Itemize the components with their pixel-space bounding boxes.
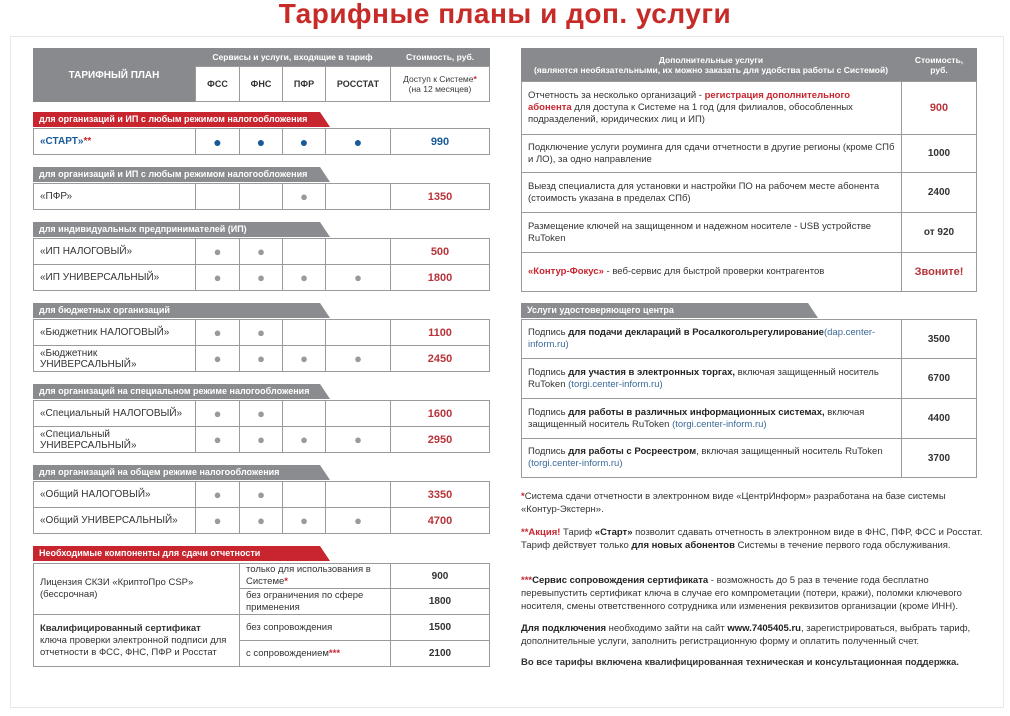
- extra-service-cell: [521, 81, 902, 135]
- license-option-2: [239, 588, 391, 615]
- service-cell: [195, 183, 240, 210]
- section-label: для организаций на специальном режиме налогообложения: [33, 384, 320, 399]
- ca-service-price: 3500: [901, 319, 977, 359]
- ca-service-text: для участия в электронных торгах,: [568, 366, 736, 378]
- note-3-star: ***: [521, 575, 533, 586]
- service-cell: [282, 264, 326, 291]
- plan-price: 2450: [390, 345, 490, 372]
- extra-header: [521, 48, 901, 82]
- service-cell: [195, 264, 240, 291]
- note-3-text: - возможность до 5 раз в течение года бесплатно перевыпустить сертификат ключа в случае его компрометации (потери, кражи), поломки ключевого носителя, смены ответственного сотрудника или изменения реквизитов организации (кроме ИНН).: [521, 575, 962, 612]
- plan-stars: **: [83, 136, 92, 147]
- plan-name-cell: [33, 319, 196, 346]
- service-cell: [195, 400, 240, 427]
- service-cell: [239, 183, 283, 210]
- cert-option-2-star: ***: [328, 647, 341, 659]
- service-cell: [195, 128, 240, 155]
- header-access: [390, 66, 490, 102]
- ca-service-text: Подпись: [528, 446, 569, 457]
- extra-service-text: - веб-сервис для быстрой проверки контрагентов: [603, 266, 825, 277]
- plan-name-cell: [33, 400, 196, 427]
- included-dot-icon: ●: [300, 270, 308, 285]
- header-col-rosstat: РОССТАТ: [325, 66, 391, 102]
- cert-option-1: [239, 614, 391, 641]
- plan-name: «ПФР»: [40, 191, 73, 202]
- plan-name: «СТАРТ»: [40, 136, 84, 147]
- license-option-1-star: *: [284, 576, 288, 587]
- plan-name: «Бюджетник НАЛОГОВЫЙ»: [40, 327, 170, 338]
- ca-service-cell: [521, 319, 902, 359]
- note-5: Во все тарифы включена квалифицированная техническая и консультационная поддержка.: [521, 657, 959, 668]
- service-cell: [282, 183, 326, 210]
- ca-service-cell: [521, 358, 902, 399]
- service-cell: [282, 507, 326, 534]
- service-cell: [239, 128, 283, 155]
- extra-header-cost: Стоимость, руб.: [914, 55, 964, 75]
- service-cell: [195, 426, 240, 453]
- plan-name: «Специальный НАЛОГОВЫЙ»: [40, 408, 183, 419]
- ca-service-cell: [521, 438, 902, 478]
- note-3: [521, 574, 986, 613]
- section-label: для индивидуальных предпринимателей (ИП): [33, 222, 320, 237]
- extra-service-price: 900: [901, 81, 977, 135]
- cert-option-2: [239, 640, 391, 667]
- plan-price: 1350: [390, 183, 490, 210]
- note-2-star: **: [521, 527, 529, 538]
- service-cell: [239, 264, 283, 291]
- service-cell: [195, 319, 240, 346]
- service-cell: [325, 264, 391, 291]
- section-label: для организаций и ИП с любым режимом налогообложения: [33, 167, 320, 182]
- cert-title: Квалифицированный сертификат: [40, 622, 201, 634]
- included-dot-icon: ●: [353, 133, 363, 150]
- included-dot-icon: ●: [300, 513, 308, 528]
- section-label: для бюджетных организаций: [33, 303, 320, 318]
- extra-service-text: Подключение услуги роуминга для сдачи отчетности в другие регионы (кроме СПб и ЛО), за одно направление: [528, 141, 895, 165]
- cert-option-1-text: без сопровождения: [246, 621, 333, 633]
- plan-name-cell: [33, 345, 196, 372]
- ca-service-text: включая защищенный носитель RuToken: [528, 406, 865, 430]
- service-cell: [325, 426, 391, 453]
- included-dot-icon: ●: [299, 133, 309, 150]
- license-option-1: [239, 563, 391, 589]
- plan-name-cell: [33, 128, 196, 155]
- ca-service-price: 3700: [901, 438, 977, 478]
- included-dot-icon: ●: [354, 270, 362, 285]
- included-dot-icon: ●: [213, 351, 222, 366]
- service-cell: [195, 238, 240, 265]
- included-dot-icon: ●: [257, 487, 265, 502]
- extra-service-text: Размещение ключей на защищенном и надежном носителе - USB устройстве RuToken: [528, 220, 872, 244]
- included-dot-icon: ●: [257, 513, 265, 528]
- note-4-bold: Для подключения: [521, 623, 607, 634]
- ca-service-text: Подпись: [528, 406, 569, 418]
- service-cell: [325, 481, 391, 508]
- service-cell: [195, 481, 240, 508]
- included-dot-icon: ●: [256, 133, 266, 150]
- header-access-label: Доступ к Системе: [403, 74, 474, 84]
- plan-price: 500: [390, 238, 490, 265]
- extra-service-text: регистрация дополнительного абонента: [528, 90, 851, 113]
- note-2-bold: для новых абонентов: [631, 540, 735, 551]
- note-4: [521, 622, 986, 648]
- plan-name: «Общий УНИВЕРСАЛЬНЫЙ»: [40, 515, 178, 526]
- ca-service-cell: [521, 398, 902, 439]
- extra-service-cell: [521, 212, 902, 253]
- license-text: Лицензия СКЗИ «КриптоПро CSP» (бессрочная): [40, 577, 194, 600]
- license-option-1-text: только для использования в Системе: [246, 564, 371, 587]
- extra-header-title: Дополнительные услуги: [658, 55, 764, 65]
- included-dot-icon: ●: [354, 513, 362, 528]
- cert-cell: [33, 614, 240, 667]
- cert-text: ключа проверки электронной подписи для отчетности в ФСС, ФНС, ПФР и Росстат: [40, 634, 227, 658]
- included-dot-icon: ●: [257, 244, 265, 259]
- extra-service-price: от 920: [901, 212, 977, 253]
- extra-service-price: 2400: [901, 172, 977, 213]
- service-cell: [282, 319, 326, 346]
- plan-name: «Общий НАЛОГОВЫЙ»: [40, 489, 151, 500]
- extra-service-text: «Контур-Фокус»: [528, 266, 604, 277]
- license-option-2-text: без ограничения по сфере применения: [246, 589, 364, 613]
- note-2-start: «Старт»: [594, 527, 633, 538]
- ca-service-link[interactable]: (torgi.center-inform.ru): [568, 378, 663, 390]
- ca-service-text: Подпись: [528, 327, 569, 338]
- header-plan: ТАРИФНЫЙ ПЛАН: [68, 69, 160, 81]
- extra-service-cell: [521, 252, 902, 292]
- ca-service-link[interactable]: (torgi.center-inform.ru): [672, 418, 767, 430]
- included-dot-icon: ●: [213, 513, 222, 528]
- note-1: [521, 490, 981, 516]
- included-dot-icon: ●: [300, 351, 308, 366]
- plan-price: 1800: [390, 264, 490, 291]
- included-dot-icon: ●: [300, 432, 308, 447]
- service-cell: [325, 507, 391, 534]
- included-dot-icon: ●: [213, 325, 222, 340]
- plan-price: 3350: [390, 481, 490, 508]
- license-price-1: 900: [390, 563, 490, 589]
- service-cell: [282, 481, 326, 508]
- service-cell: [282, 345, 326, 372]
- included-dot-icon: ●: [213, 432, 222, 447]
- note-1-star: *: [521, 491, 525, 502]
- included-dot-icon: ●: [213, 487, 222, 502]
- header-access-period: (на 12 месяцев): [408, 84, 472, 94]
- included-dot-icon: ●: [213, 270, 222, 285]
- cert-option-2-text: с сопровождением: [246, 647, 329, 659]
- included-dot-icon: ●: [213, 406, 222, 421]
- included-dot-icon: ●: [257, 406, 265, 421]
- service-cell: [239, 319, 283, 346]
- plan-name-cell: [33, 426, 196, 453]
- plan-name: «Специальный УНИВЕРСАЛЬНЫЙ»: [40, 428, 137, 451]
- included-dot-icon: ●: [354, 351, 362, 366]
- header-services: Сервисы и услуги, входящие в тариф: [212, 52, 373, 62]
- note-4-a: необходимо зайти на сайт: [606, 623, 728, 634]
- note-2-a: Тариф: [560, 527, 595, 538]
- service-cell: [239, 507, 283, 534]
- service-cell: [282, 426, 326, 453]
- ca-service-text: Подпись: [528, 366, 569, 378]
- extra-service-text: Отчетность за несколько организаций -: [528, 90, 705, 101]
- included-dot-icon: ●: [257, 351, 265, 366]
- plan-name-cell: [33, 481, 196, 508]
- extra-service-price: 1000: [901, 134, 977, 173]
- service-cell: [239, 426, 283, 453]
- service-cell: [325, 183, 391, 210]
- extra-header-subtitle: (являются необязательными, их можно заказать для удобства работы с Системой): [533, 65, 889, 75]
- included-dot-icon: ●: [257, 432, 265, 447]
- plan-price: 4700: [390, 507, 490, 534]
- service-cell: [325, 319, 391, 346]
- service-cell: [239, 400, 283, 427]
- section-components: Необходимые компоненты для сдачи отчетности: [33, 546, 320, 561]
- service-cell: [239, 345, 283, 372]
- header-access-star: *: [473, 74, 477, 84]
- plan-name-cell: [33, 183, 196, 210]
- extra-service-text: Выезд специалиста для установки и настройки ПО на рабочем месте абонента (стоимость указана в пределах СПб): [528, 180, 880, 204]
- included-dot-icon: ●: [300, 189, 308, 204]
- section-label: для организаций и ИП с любым режимом налогообложения: [33, 112, 320, 127]
- ca-service-price: 6700: [901, 358, 977, 399]
- included-dot-icon: ●: [257, 325, 265, 340]
- service-cell: [325, 238, 391, 265]
- plan-price: 2950: [390, 426, 490, 453]
- header-cost: Стоимость, руб.: [405, 52, 475, 62]
- service-cell: [239, 481, 283, 508]
- plan-name: «Бюджетник УНИВЕРСАЛЬНЫЙ»: [40, 347, 137, 370]
- plan-name-cell: [33, 507, 196, 534]
- included-dot-icon: ●: [354, 432, 362, 447]
- note-4-b: , зарегистрироваться, выбрать тариф, дополнительные услуги, заполнить регистрационную форму и оплатить полученный счет.: [521, 623, 971, 647]
- note-2-b: позволит сдавать отчетность в электронном виде в ФНС, ПФР, ФСС и Росстат. Тариф действует только: [521, 527, 983, 551]
- site-link[interactable]: www.7405405.ru: [727, 623, 801, 634]
- service-cell: [239, 238, 283, 265]
- ca-service-text: включая защищенный носитель RuToken: [528, 366, 879, 390]
- ca-service-price: 4400: [901, 398, 977, 439]
- ca-service-text: для подачи деклараций в Росалкогольрегулирование: [568, 327, 824, 338]
- section-label: для организаций на общем режиме налогообложения: [33, 465, 320, 480]
- note-1-text: Система сдачи отчетности в электронном виде «ЦентрИнформ» разработана на базе системы «Контур-Экстерн».: [521, 491, 946, 515]
- included-dot-icon: ●: [213, 244, 222, 259]
- page-title: Тарифные планы и доп. услуги: [278, 0, 732, 29]
- service-cell: [195, 345, 240, 372]
- ca-service-text: для работы в различных информационных системах,: [568, 406, 825, 418]
- plan-name-cell: [33, 238, 196, 265]
- included-dot-icon: ●: [213, 133, 222, 150]
- plan-name: «ИП УНИВЕРСАЛЬНЫЙ»: [40, 272, 160, 283]
- cert-price-1: 1500: [390, 614, 490, 641]
- plan-name: «ИП НАЛОГОВЫЙ»: [40, 246, 133, 257]
- plan-price: 1600: [390, 400, 490, 427]
- ca-service-text: , включая защищенный носитель RuToken: [696, 446, 883, 457]
- note-3-bold: Сервис сопровождения сертификата: [532, 575, 709, 586]
- note-2: [521, 526, 991, 552]
- plan-price: 1100: [390, 319, 490, 346]
- extra-service-text: для доступа к Системе на 1 год (для филиалов, обособленных подразделений, юридических лиц и ИП): [528, 102, 853, 125]
- service-cell: [282, 128, 326, 155]
- note-2-promo: Акция!: [528, 527, 561, 538]
- ca-service-link[interactable]: (dap.center-inform.ru): [528, 327, 876, 350]
- license-cell: [33, 563, 240, 615]
- service-cell: [325, 128, 391, 155]
- extra-service-price: Звоните!: [901, 252, 977, 292]
- ca-service-link[interactable]: (torgi.center-inform.ru): [528, 458, 623, 469]
- header-col-fns: ФНС: [239, 66, 283, 102]
- header-col-fss: ФСС: [195, 66, 240, 102]
- section-ca: Услуги удостоверяющего центра: [521, 303, 808, 318]
- included-dot-icon: ●: [257, 270, 265, 285]
- extra-service-cell: [521, 172, 902, 213]
- service-cell: [325, 345, 391, 372]
- cert-price-2: 2100: [390, 640, 490, 667]
- license-price-2: 1800: [390, 588, 490, 615]
- ca-service-text: для работы с Росреестром: [568, 446, 697, 457]
- service-cell: [195, 507, 240, 534]
- plan-name-cell: [33, 264, 196, 291]
- plan-price: 990: [390, 128, 490, 155]
- service-cell: [282, 400, 326, 427]
- note-2-c: Системы в течение первого года обслуживания.: [734, 540, 951, 551]
- service-cell: [325, 400, 391, 427]
- header-col-pfr: ПФР: [282, 66, 326, 102]
- service-cell: [282, 238, 326, 265]
- extra-service-cell: [521, 134, 902, 173]
